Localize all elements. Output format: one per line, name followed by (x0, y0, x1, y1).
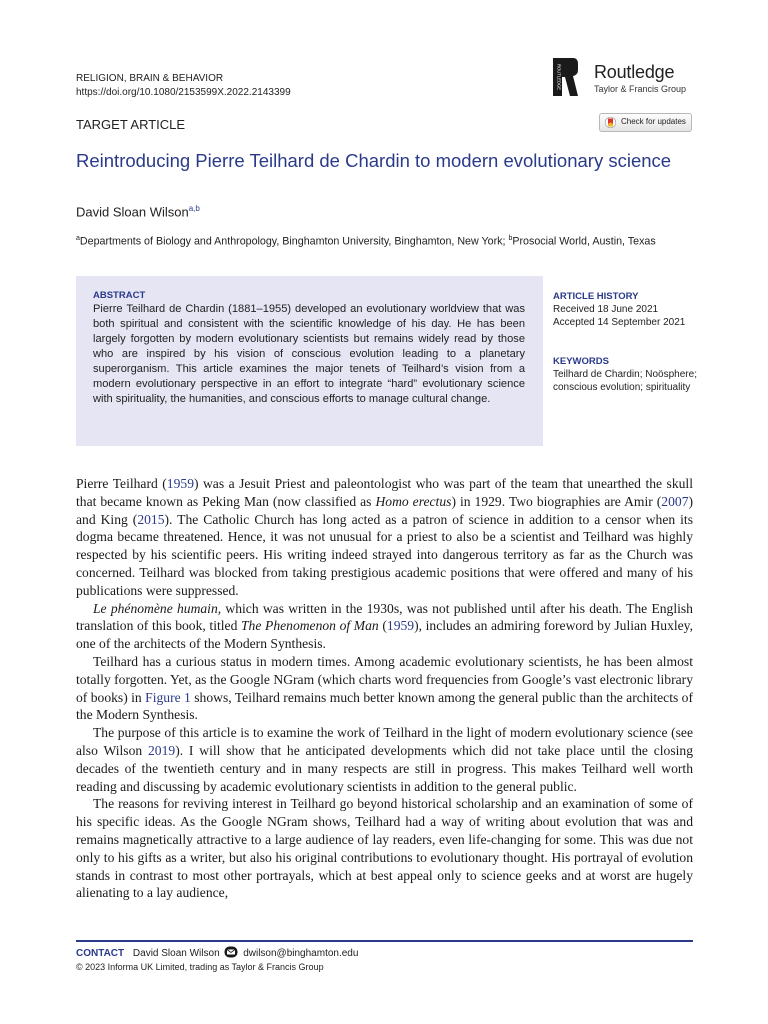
affiliation-a: Departments of Biology and Anthropology, Binghamton University, Binghamton, New York; (79, 235, 509, 248)
body-text-run: ) in 1929. Two biographies are Amir ( (451, 493, 662, 509)
book-title-english: The Phenomenon of Man (241, 618, 379, 634)
body-text-run: Teilhard has a curious status in modern times. Among academic evolutionary scientists, he has been almost totally forgotten. Yet, as the Google NGram (which charts word frequencies from Google’s vast electronic library of books) in (76, 653, 693, 705)
body-paragraph-2 (76, 600, 693, 653)
article-type: TARGET ARTICLE (76, 117, 186, 132)
contact-line (76, 946, 358, 959)
body-text-run: ) and King ( (76, 493, 694, 527)
check-for-updates-label: Check for updates (621, 117, 686, 126)
contact-name: David Sloan Wilson (132, 948, 220, 959)
body-paragraph-4 (76, 724, 693, 795)
body-text-run: ( (378, 618, 387, 634)
author-name[interactable]: David Sloan Wilson (76, 204, 189, 220)
figure-1-link[interactable]: Figure 1 (145, 689, 191, 705)
body-text-run: ) was a Jesuit Priest and paleontologist who was part of the team that unearthed the skull that became known as Peking Man (now classified as (76, 476, 693, 509)
citation-link-1959-b[interactable]: 1959 (386, 618, 415, 634)
body-text-run: which was written in the 1930s, was not published until after his death. The English translation of this book, titled (76, 600, 693, 634)
abstract-heading: ABSTRACT (93, 290, 146, 301)
body-text-run: Pierre Teilhard ( (76, 476, 167, 491)
book-title-french: Le phénomène humain, (93, 600, 222, 616)
publisher-name: Routledge (594, 62, 675, 82)
body-text-run: shows, Teilhard remains much better known among the general public than the architects of the Modern Synthesis. (76, 689, 693, 723)
copyright-notice: © 2023 Informa UK Limited, trading as Taylor & Francis Group (76, 962, 324, 972)
body-text-run: ). The Catholic Church has long acted as a patron of science in addition to a censor when its dogma became threatened. Hence, it was not unusual for a priest to also be a scientist and Teilhard was highly respected by his scientific peers. His writing indeed strayed into dangerous territory as far as the Church was concerned. Teilhard was blocked from taking prestigious academic positions that were offered and many of his publications were suppressed. (76, 511, 693, 598)
author-line (76, 204, 200, 219)
publisher-group: Taylor & Francis Group (594, 84, 687, 94)
doi-link[interactable]: https://doi.org/10.1080/2153599X.2022.2143399 (76, 87, 291, 98)
body-text-run: The purpose of this article is to examine the work of Teilhard in the light of modern evolutionary science (see also Wilson (76, 725, 693, 758)
footer-divider (76, 940, 693, 942)
article-history-heading: ARTICLE HISTORY (553, 291, 639, 302)
contact-heading: CONTACT (76, 948, 125, 959)
received-date: Received 18 June 2021 (553, 304, 659, 315)
keywords-text: Teilhard de Chardin; Noösphere; conscious evolution; spirituality (553, 369, 697, 393)
citation-link-1959[interactable]: 1959 (166, 476, 194, 491)
routledge-logo-icon (553, 58, 578, 96)
abstract-text: Pierre Teilhard de Chardin (1881–1955) developed an evolutionary worldview that was both spiritual and consistent with the scientific knowledge of his day. He has been largely forgotten by modern evolutionary scientists but remains widely read by those who are inspired by his vision of conscious evolution leading to a planetary superorganism. This article examines the major tenets of Teilhard’s vision from a modern evolutionary perspective in an effort to integrate “hard” evolutionary science with spirituality, the humanities, and conscious efforts to manage cultural change. (93, 303, 525, 405)
author-affiliation-marks[interactable]: a,b (188, 204, 200, 213)
citation-link-2007[interactable]: 2007 (661, 493, 689, 509)
affiliation-b: Prosocial World, Austin, Texas (512, 235, 656, 248)
body-paragraph-1 (76, 475, 693, 600)
body-paragraph-3 (76, 653, 693, 724)
body-text-run: ), includes an admiring foreword by Julian Huxley, one of the architects of the Modern Synthesis. (76, 618, 693, 652)
article-body (76, 475, 693, 902)
article-history (553, 290, 703, 329)
affiliation-mark-a: a (76, 235, 80, 242)
citation-link-2019[interactable]: 2019 (148, 742, 176, 758)
keywords-heading: KEYWORDS (553, 356, 609, 367)
article-title: Reintroducing Pierre Teilhard de Chardin to modern evolutionary science (76, 150, 672, 171)
envelope-icon (224, 946, 238, 958)
body-text-run: ). I will show that he anticipated developments which did not take place until the closing decades of the twentieth century and in many respects are still in progress. This makes Teilhard well worth reading and discussing by academic evolutionary scientists in addition to the general public. (76, 742, 693, 794)
species-name: Homo erectus (375, 493, 452, 509)
journal-header (76, 72, 291, 100)
affiliations (76, 232, 696, 249)
contact-email[interactable]: dwilson@binghamton.edu (243, 948, 359, 959)
crossmark-icon (605, 117, 616, 128)
keywords (553, 355, 703, 394)
accepted-date: Accepted 14 September 2021 (553, 317, 686, 328)
check-for-updates-button[interactable] (599, 113, 692, 132)
affiliation-mark-b: b (508, 235, 513, 242)
citation-link-2015[interactable]: 2015 (137, 511, 165, 527)
journal-name: RELIGION, BRAIN & BEHAVIOR (76, 73, 224, 84)
publisher-logo (553, 58, 698, 98)
body-paragraph-5: The reasons for reviving interest in Teilhard go beyond historical scholarship and an examination of some of his specific ideas. As the Google NGram shows, Teilhard had a way of writing about evolution that was and remains magnetically attractive to a large audience of lay readers, even life-changing for some. This was due not only to his gifts as a writer, but also his original contributions to evolutionary thought. His portrayal of evolution stands in contrast to most other portrayals, which at best appeal only to science geeks and at worst are hugely alienating to a lay audience, (76, 796, 693, 901)
svg-text:ROUTLEDGE: ROUTLEDGE (556, 63, 562, 91)
